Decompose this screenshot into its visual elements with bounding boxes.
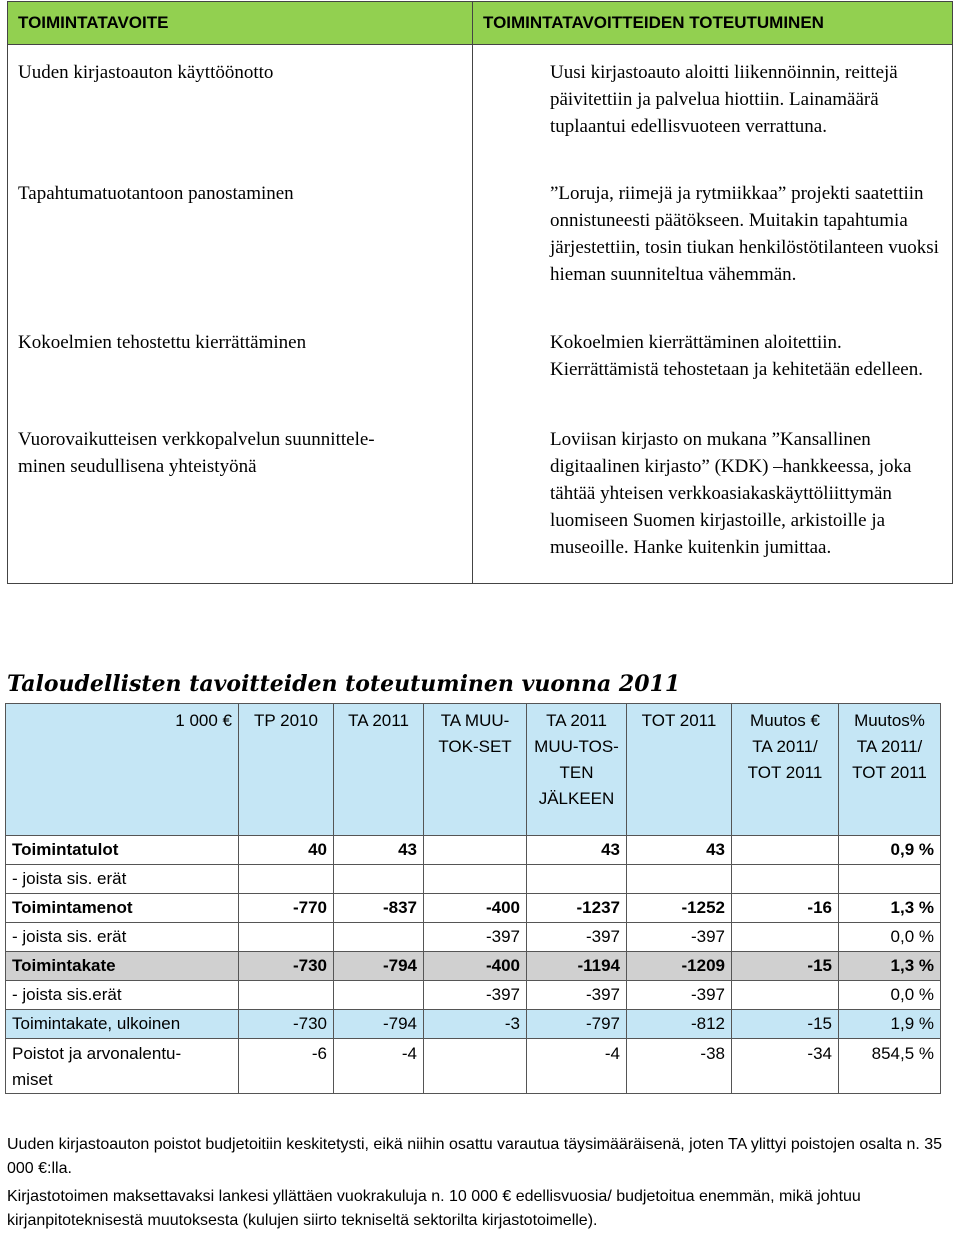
table-cell (627, 865, 732, 894)
table-cell: 1,3 % (839, 894, 941, 923)
table-cell (527, 865, 627, 894)
column-header: TA 2011 MUU-TOS-TEN JÄLKEEN (527, 704, 627, 836)
table-cell (732, 923, 839, 952)
table-cell: -397 (627, 923, 732, 952)
table-cell: 1,9 % (839, 1010, 941, 1039)
goal-column-header: TOIMINTATAVOITE (8, 2, 473, 45)
table-cell (424, 1039, 527, 1094)
table-cell (839, 865, 941, 894)
table-cell: -34 (732, 1039, 839, 1094)
table-cell: -15 (732, 952, 839, 981)
column-header: 1 000 € (6, 704, 239, 836)
goal-list (8, 45, 472, 583)
table-row (6, 836, 941, 865)
table-cell (239, 923, 334, 952)
table-cell: 854,5 % (839, 1039, 941, 1094)
table-cell (334, 865, 424, 894)
achievement-column-header: TOIMINTATAVOITTEIDEN TOTEUTUMINEN (473, 2, 953, 45)
table-cell: -4 (334, 1039, 424, 1094)
table-cell (732, 836, 839, 865)
table-row (6, 1010, 941, 1039)
table-cell: -730 (239, 1010, 334, 1039)
table-cell (732, 865, 839, 894)
column-header: Muutos € TA 2011/ TOT 2011 (732, 704, 839, 836)
achievement-item: ”Loruja, riimejä ja rytmiikkaa” projekti saatettiin onnistuneesti päätökseen. Muitakin tapahtumia järjestettiin, tosin tiukan henkilöstötilanteen vuoksi hieman suunniteltua vähemmän. (550, 183, 939, 285)
table-cell (334, 923, 424, 952)
row-label: Toimintakate (6, 952, 239, 981)
row-label: Toimintamenot (6, 894, 239, 923)
goal-item: Vuorovaikutteisen verkkopalvelun suunnittele- minen seudullisena yhteistyönä (18, 429, 375, 477)
table-cell (424, 836, 527, 865)
column-header: TA MUU-TOK-SET (424, 704, 527, 836)
achievement-item: Kokoelmien kierrättäminen aloitettiin. Kierrättämistä tehostetaan ja kehitetään edelleen. (550, 332, 923, 380)
table-cell: 43 (527, 836, 627, 865)
row-label: Poistot ja arvonalentu- miset (6, 1039, 239, 1094)
table-cell: -797 (527, 1010, 627, 1039)
goal-item: Uuden kirjastoauton käyttöönotto (18, 62, 274, 83)
table-cell: -812 (627, 1010, 732, 1039)
table-cell: -397 (424, 981, 527, 1010)
table-cell: -400 (424, 952, 527, 981)
table-row (6, 865, 941, 894)
table-cell (239, 865, 334, 894)
table-row (6, 1039, 941, 1094)
achievement-item: Loviisan kirjasto on mukana ”Kansallinen digitaalinen kirjasto” (KDK) –hankkeessa, joka tähtää yhteisen verkkoasiakaskäyttöliittymän luomiseen Suomen kirjastoille, arkistoille ja museoille. Hanke kuitenkin jumittaa. (550, 429, 912, 558)
row-label: - joista sis. erät (6, 923, 239, 952)
table-cell: 0,0 % (839, 923, 941, 952)
table-cell: -4 (527, 1039, 627, 1094)
row-label: - joista sis.erät (6, 981, 239, 1010)
finance-rows (6, 836, 941, 1094)
table-row (6, 894, 941, 923)
table-cell: -397 (627, 981, 732, 1010)
row-label: - joista sis. erät (6, 865, 239, 894)
goal-item: Kokoelmien tehostettu kierrättäminen (18, 332, 307, 353)
table-cell: -1237 (527, 894, 627, 923)
achievement-list (473, 45, 952, 583)
table-cell (424, 865, 527, 894)
finance-title: Taloudellisten tavoitteiden toteutuminen vuonna 2011 (7, 671, 681, 697)
table-cell: -15 (732, 1010, 839, 1039)
table-cell: -3 (424, 1010, 527, 1039)
note-paragraph: Kirjastotoimen maksettavaksi lankesi yllättäen vuokrakuluja n. 10 000 € edellisvuosia/ budjetoitua enemmän, mikä johtuu kirjanpitoteknisestä muutoksesta (kulujen siirto tekniseltä sektorilta kirjastotoimelle). (7, 1188, 861, 1229)
column-header: Muutos% TA 2011/ TOT 2011 (839, 704, 941, 836)
achievement-item: Uusi kirjastoauto aloitti liikennöinnin, reittejä päivitettiin ja palvelua hiottiin. Lainamäärä tuplaantui edellisvuoteen verrattuna. (550, 62, 898, 137)
table-row (6, 923, 941, 952)
table-cell: 43 (627, 836, 732, 865)
table-cell: -1252 (627, 894, 732, 923)
table-cell: -730 (239, 952, 334, 981)
table-cell: -1209 (627, 952, 732, 981)
column-header: TA 2011 (334, 704, 424, 836)
table-cell: -16 (732, 894, 839, 923)
goal-item: Tapahtumatuotantoon panostaminen (18, 183, 294, 204)
table-cell: -397 (424, 923, 527, 952)
table-cell (239, 981, 334, 1010)
table-cell: -397 (527, 923, 627, 952)
table-cell: 0,9 % (839, 836, 941, 865)
table-cell: -38 (627, 1039, 732, 1094)
table-cell: -397 (527, 981, 627, 1010)
table-cell: -400 (424, 894, 527, 923)
table-cell: -837 (334, 894, 424, 923)
table-cell: 0,0 % (839, 981, 941, 1010)
column-header: TP 2010 (239, 704, 334, 836)
table-cell: 1,3 % (839, 952, 941, 981)
column-header: TOT 2011 (627, 704, 732, 836)
table-cell: 40 (239, 836, 334, 865)
table-cell: -794 (334, 1010, 424, 1039)
table-cell: 43 (334, 836, 424, 865)
finance-table (5, 703, 941, 1094)
table-cell (732, 981, 839, 1010)
table-cell (334, 981, 424, 1010)
row-label: Toimintatulot (6, 836, 239, 865)
table-cell: -770 (239, 894, 334, 923)
table-cell: -794 (334, 952, 424, 981)
table-cell: -1194 (527, 952, 627, 981)
table-cell: -6 (239, 1039, 334, 1094)
row-label: Toimintakate, ulkoinen (6, 1010, 239, 1039)
note-paragraph: Uuden kirjastoauton poistot budjetoitiin keskitetysti, eikä niihin osattu varautua täysimääräisenä, joten TA ylittyi poistojen osalta n. 35 000 €:lla. (7, 1136, 943, 1177)
table-row (6, 952, 941, 981)
goals-table (7, 1, 953, 584)
table-row (6, 981, 941, 1010)
